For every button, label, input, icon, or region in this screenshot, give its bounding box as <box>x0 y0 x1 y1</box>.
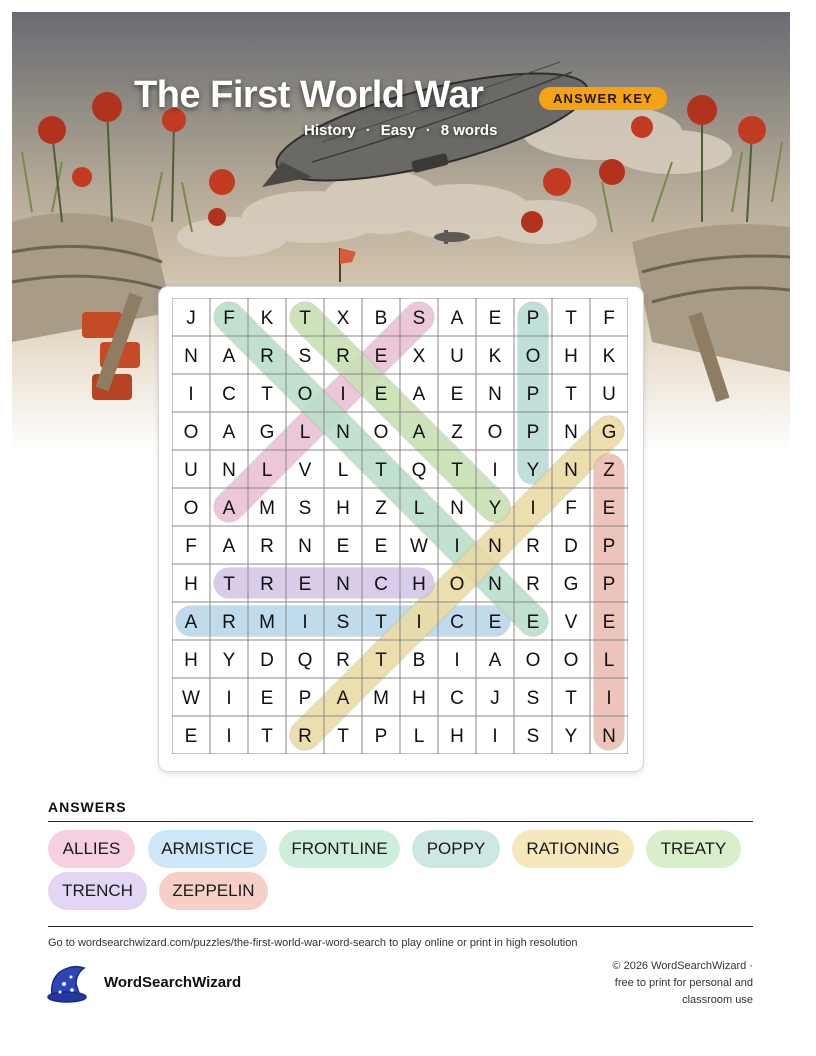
grid-letter: Y <box>488 498 502 519</box>
grid-letter: S <box>412 308 426 329</box>
grid-letter: U <box>450 346 464 367</box>
grid-letter: A <box>488 650 502 671</box>
grid-letter: T <box>299 308 311 329</box>
grid-letter: N <box>564 460 578 481</box>
grid-letter: E <box>298 574 312 595</box>
grid-letter: T <box>261 384 273 405</box>
grid-letter: S <box>526 726 540 747</box>
grid-letter: C <box>450 612 464 633</box>
grid-letter: O <box>525 650 541 671</box>
answer-pill-treaty: TREATY <box>646 830 741 868</box>
grid-letter: R <box>336 650 350 671</box>
grid-letter: Y <box>564 726 578 747</box>
answer-pill-poppy: POPPY <box>412 830 500 868</box>
grid-letter: E <box>374 536 388 557</box>
grid-letter: N <box>298 536 312 557</box>
grid-letter: N <box>336 422 350 443</box>
grid-letter: G <box>259 422 275 443</box>
grid-letter: I <box>454 650 460 671</box>
answer-pill-frontline: FRONTLINE <box>279 830 400 868</box>
grid-letter: T <box>223 574 235 595</box>
grid-letter: M <box>259 498 275 519</box>
grid-letter: A <box>222 536 236 557</box>
grid-letter: A <box>412 422 426 443</box>
grid-letter: A <box>450 308 464 329</box>
grid-letter: Y <box>222 650 236 671</box>
grid-letter: A <box>336 688 350 709</box>
copyright-line: free to print for personal and <box>614 977 753 989</box>
grid-letter: N <box>564 422 578 443</box>
grid-letter: R <box>260 536 274 557</box>
grid-letter: O <box>525 346 541 367</box>
grid-letter: U <box>184 460 198 481</box>
grid-letter: I <box>340 384 346 405</box>
grid-letter: P <box>602 574 616 595</box>
puzzle-meta <box>304 122 497 139</box>
grid-letter: T <box>261 726 273 747</box>
grid-letter: F <box>603 308 615 329</box>
grid-letter: S <box>298 346 312 367</box>
copyright-line: classroom use <box>682 994 753 1006</box>
grid-letter: R <box>336 346 350 367</box>
separator-dot: · <box>425 122 431 139</box>
grid-letter: L <box>413 726 425 747</box>
grid-letter: X <box>412 346 426 367</box>
grid-letter: T <box>337 726 349 747</box>
grid-letter: I <box>492 726 498 747</box>
word-count-label: 8 words <box>440 122 498 139</box>
grid-letter: E <box>184 726 198 747</box>
grid-letter: H <box>336 498 350 519</box>
grid-letter: A <box>184 612 198 633</box>
answer-pill-armistice: ARMISTICE <box>148 830 267 868</box>
grid-letter: B <box>412 650 426 671</box>
grid-letter: R <box>298 726 312 747</box>
answers-heading: ANSWERS <box>48 799 127 815</box>
grid-letter: T <box>565 384 577 405</box>
grid-letter: R <box>222 612 236 633</box>
grid-letter: D <box>564 536 578 557</box>
grid-letter: O <box>297 384 313 405</box>
grid-letter: N <box>184 346 198 367</box>
grid-letter: T <box>375 460 387 481</box>
grid-letter: T <box>451 460 463 481</box>
flag-illustration <box>340 248 356 282</box>
grid-letter: L <box>261 460 273 481</box>
grid-letter: G <box>601 422 617 443</box>
grid-letter: N <box>222 460 236 481</box>
grid-letter: P <box>602 536 616 557</box>
difficulty-label: Easy <box>380 122 416 139</box>
grid-letter: E <box>374 384 388 405</box>
grid-letter: I <box>492 460 498 481</box>
grid-letter: R <box>526 574 540 595</box>
grid-letter: K <box>260 308 274 329</box>
grid-letter: M <box>373 688 389 709</box>
grid-letter: T <box>565 308 577 329</box>
grid-letter: I <box>226 688 232 709</box>
grid-letter: Q <box>411 460 427 481</box>
grid-letter: J <box>490 688 500 709</box>
divider <box>48 926 753 927</box>
grid-letter: L <box>413 498 425 519</box>
grid-letter: P <box>298 688 312 709</box>
grid-letter: P <box>374 726 388 747</box>
grid-letter: K <box>602 346 616 367</box>
grid-letter: Y <box>526 460 540 481</box>
grid-letter: G <box>563 574 579 595</box>
grid-letter: N <box>602 726 616 747</box>
grid-letter: E <box>450 384 464 405</box>
copyright-text <box>560 958 753 1009</box>
grid-letter: S <box>336 612 350 633</box>
grid-letter: M <box>259 612 275 633</box>
grid-letter: O <box>449 574 465 595</box>
grid-letter: O <box>183 498 199 519</box>
grid-letter: I <box>416 612 422 633</box>
grid-letter: T <box>375 650 387 671</box>
grid-letter: E <box>526 612 540 633</box>
word-search-grid <box>172 298 628 754</box>
separator-dot: · <box>365 122 371 139</box>
grid-letter: W <box>410 536 428 557</box>
grid-letter: H <box>450 726 464 747</box>
page-title: The First World War <box>134 74 484 116</box>
grid-letter: B <box>374 308 388 329</box>
divider <box>48 821 753 822</box>
grid-letter: I <box>188 384 194 405</box>
grid-letter: S <box>298 498 312 519</box>
grid-letter: I <box>606 688 612 709</box>
grid-letter: O <box>487 422 503 443</box>
grid-letter: O <box>373 422 389 443</box>
grid-letter: Q <box>297 650 313 671</box>
grid-letter: I <box>226 726 232 747</box>
answer-pill-zeppelin: ZEPPELIN <box>159 872 268 910</box>
grid-letter: Z <box>451 422 463 443</box>
grid-letter: C <box>374 574 388 595</box>
grid-letter: E <box>374 346 388 367</box>
grid-letter: E <box>488 612 502 633</box>
grid-letter: W <box>182 688 200 709</box>
grid-letter: I <box>302 612 308 633</box>
grid-letter: T <box>375 612 387 633</box>
grid-letter: E <box>602 612 616 633</box>
grid-letter: N <box>488 384 502 405</box>
grid-letter: F <box>565 498 577 519</box>
grid-lines <box>172 298 628 754</box>
grid-letter: I <box>454 536 460 557</box>
grid-letter: E <box>336 536 350 557</box>
grid-letter: H <box>564 346 578 367</box>
grid-letter: F <box>185 536 197 557</box>
grid-letter: I <box>530 498 536 519</box>
grid-letter: A <box>222 498 236 519</box>
grid-letter: D <box>260 650 274 671</box>
grid-letter: A <box>412 384 426 405</box>
grid-letter: N <box>450 498 464 519</box>
wizard-hat-icon <box>46 962 92 1004</box>
grid-letter: L <box>603 650 615 671</box>
grid-letter: R <box>260 346 274 367</box>
footer-url-text: Go to wordsearchwizard.com/puzzles/the-first-world-war-word-search to play online or print in high resolution <box>48 937 578 949</box>
grid-letter: Z <box>375 498 387 519</box>
grid-letter: A <box>222 346 236 367</box>
grid-letter: J <box>186 308 196 329</box>
grid-letter: P <box>526 308 540 329</box>
grid-letter: N <box>336 574 350 595</box>
grid-letter: E <box>260 688 274 709</box>
grid-letter: H <box>184 574 198 595</box>
category-label: History <box>304 122 356 139</box>
brand-name[interactable]: WordSearchWizard <box>104 974 242 991</box>
answer-key-badge: ANSWER KEY <box>539 87 667 110</box>
grid-letter: V <box>298 460 312 481</box>
grid-letter: N <box>488 574 502 595</box>
grid-letter: P <box>526 422 540 443</box>
grid-letter: Z <box>603 460 615 481</box>
grid-letter: A <box>222 422 236 443</box>
grid-letter: V <box>564 612 578 633</box>
grid-letter: R <box>526 536 540 557</box>
answer-pill-allies: ALLIES <box>48 830 135 868</box>
grid-letter: U <box>602 384 616 405</box>
grid-letter: K <box>488 346 502 367</box>
answer-pill-trench: TRENCH <box>48 872 147 910</box>
grid-letter: H <box>412 688 426 709</box>
grid-letter: L <box>337 460 349 481</box>
grid-letter: S <box>526 688 540 709</box>
grid-letter: N <box>488 536 502 557</box>
grid-letter: T <box>565 688 577 709</box>
grid-letter: E <box>488 308 502 329</box>
grid-letter: P <box>526 384 540 405</box>
grid-letter: H <box>184 650 198 671</box>
grid-letter: C <box>450 688 464 709</box>
grid-letter: X <box>336 308 350 329</box>
grid-letter: F <box>223 308 235 329</box>
grid-letter: L <box>299 422 311 443</box>
grid-letter: C <box>222 384 236 405</box>
grid-letter: R <box>260 574 274 595</box>
grid-letter: O <box>563 650 579 671</box>
grid-letter: O <box>183 422 199 443</box>
grid-letter: E <box>602 498 616 519</box>
answer-pill-rationing: RATIONING <box>512 830 634 868</box>
copyright-line: © 2026 WordSearchWizard · <box>612 960 753 972</box>
grid-letter: H <box>412 574 426 595</box>
